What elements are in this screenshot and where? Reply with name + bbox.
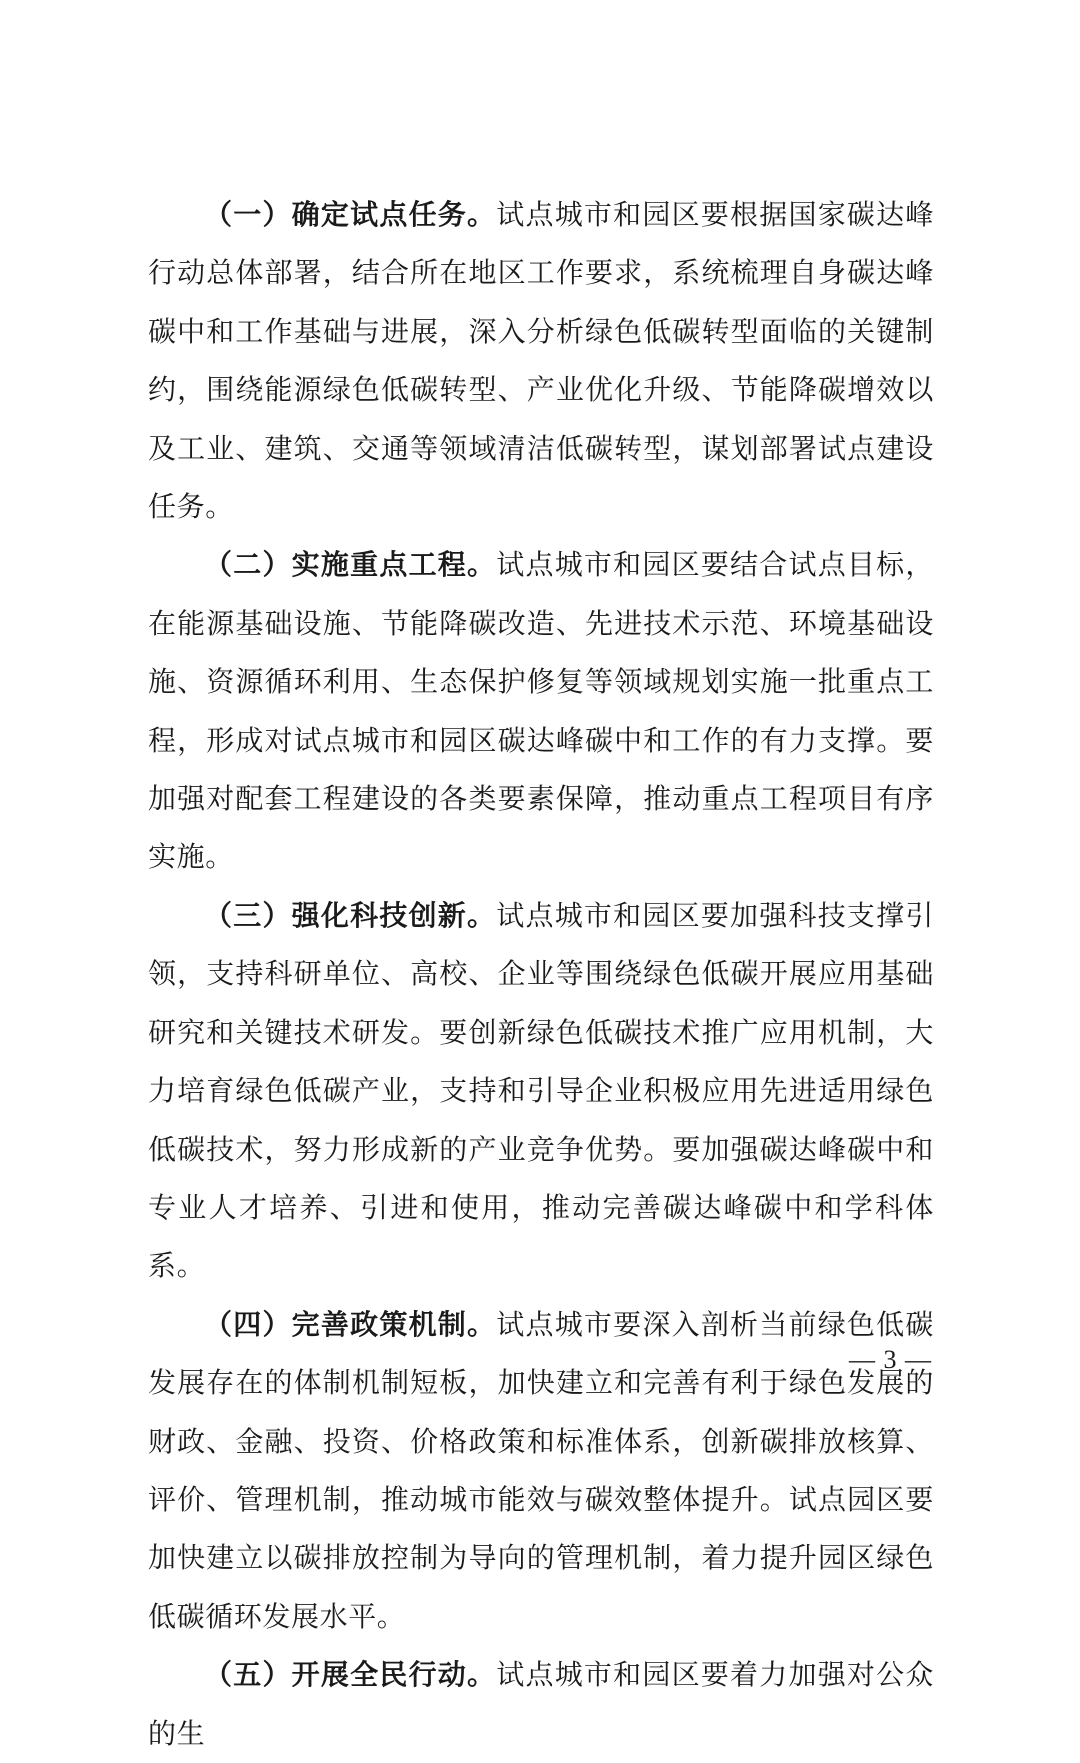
- paragraph-3-heading: （三）强化科技创新。: [204, 898, 497, 932]
- paragraph-1-heading: （一）确定试点任务。: [204, 198, 497, 231]
- paragraph-2-heading: （二）实施重点工程。: [204, 548, 497, 582]
- paragraph-2: [148, 536, 934, 886]
- page-number: — 3 —: [849, 1345, 932, 1374]
- paragraph-3-text: 试点城市和园区要加强科技支撑引领，支持科研单位、高校、企业等围绕绿色低碳开展应用基础研究和关键技术研发。要创新绿色低碳技术推广应用机制，大力培育绿色低碳产业，支持和引导企业积极应用先进适用绿色低碳技术，努力形成新的产业竞争优势。要加强碳达峰碳中和专业人才培养、引进和使用，推动完善碳达峰碳中和学科体系。: [148, 898, 934, 1283]
- paragraph-4: [148, 1296, 934, 1646]
- paragraph-3: [148, 887, 934, 1296]
- paragraph-5: [148, 1646, 934, 1763]
- paragraph-1-text: 试点城市和园区要根据国家碳达峰行动总体部署，结合所在地区工作要求，系统梳理自身碳达峰碳中和工作基础与进展，深入分析绿色低碳转型面临的关键制约，围绕能源绿色低碳转型、产业优化升级、节能降碳增效以及工业、建筑、交通等领域清洁低碳转型，谋划部署试点建设任务。: [148, 198, 934, 524]
- paragraph-5-text: 试点城市和园区要着力加强对公众的生: [148, 1658, 934, 1750]
- paragraph-4-heading: （四）完善政策机制。: [204, 1307, 497, 1341]
- paragraph-1: [148, 186, 934, 536]
- document-body: [148, 186, 934, 1763]
- paragraph-4-text: 试点城市要深入剖析当前绿色低碳发展存在的体制机制短板，加快建立和完善有利于绿色发展的财政、金融、投资、价格政策和标准体系，创新碳排放核算、评价、管理机制，推动城市能效与碳效整体提升。试点园区要加快建立以碳排放控制为导向的管理机制，着力提升园区绿色低碳循环发展水平。: [148, 1307, 934, 1633]
- paragraph-2-text: 试点城市和园区要结合试点目标，在能源基础设施、节能降碳改造、先进技术示范、环境基础设施、资源循环利用、生态保护修复等领域规划实施一批重点工程，形成对试点城市和园区碳达峰碳中和工作的有力支撑。要加强对配套工程建设的各类要素保障，推动重点工程项目有序实施。: [148, 548, 934, 874]
- paragraph-5-heading: （五）开展全民行动。: [204, 1658, 497, 1692]
